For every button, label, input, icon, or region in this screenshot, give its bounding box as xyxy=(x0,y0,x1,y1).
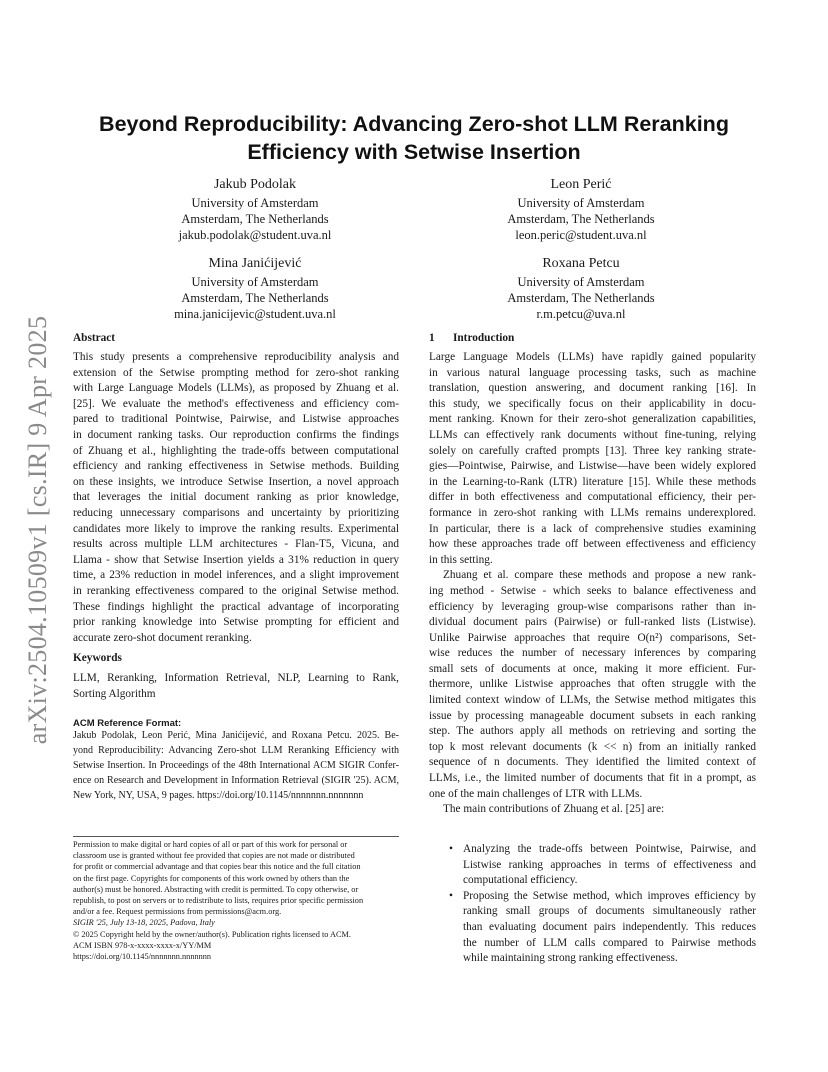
intro-line: LLMs can effectively rank documents without fine-tuning, relying xyxy=(429,428,756,441)
abstract-line: candidates more likely to improve the ranking results. Experimental xyxy=(73,522,399,535)
author-block xyxy=(150,254,360,322)
arxiv-identifier xyxy=(22,302,54,758)
abstract-line: on these insights, we introduce Setwise Insertion, a novel approach xyxy=(73,475,399,488)
section-title: Introduction xyxy=(453,332,515,344)
section-number: 1 xyxy=(429,332,435,344)
section-heading-introduction xyxy=(429,331,756,347)
acm-reference-body xyxy=(73,728,399,803)
intro-line: in the Learning-to-Rank (LTR) literature [15]. While these methods xyxy=(429,475,756,488)
abstract-line: accurate zero-shot document reranking. xyxy=(73,631,252,644)
author-email[interactable]: mina.janicijevic@student.uva.nl xyxy=(174,307,336,321)
abstract-line: in document ranking tasks. Our reproduction confirms the findings xyxy=(73,428,399,441)
abstract-line: reducing unnecessary comparisons and uncertainty by prioritizing xyxy=(73,506,399,519)
bullet-icon: • xyxy=(449,843,453,855)
author-block xyxy=(150,175,360,243)
arxiv-identifier-text: arXiv:2504.10509v1 [cs.IR] 9 Apr 2025 xyxy=(23,315,52,745)
intro-line: sequence of n documents. They identified the limited context of xyxy=(429,756,756,769)
intro-line: differ in both effectiveness and computational efficiency, their per- xyxy=(429,491,756,504)
contribution-line: the number of LLM calls compared to Pairwise methods xyxy=(463,936,756,949)
author-block xyxy=(476,175,686,243)
title-line: Efficiency with Setwise Insertion xyxy=(247,140,581,164)
footnote-line: https://doi.org/10.1145/nnnnnnn.nnnnnnn xyxy=(73,952,212,962)
intro-line: in this setting. xyxy=(429,553,493,566)
footnote-line: and/or a fee. Request permissions from permissions@acm.org. xyxy=(73,907,282,917)
author-affiliation: University of Amsterdam xyxy=(191,275,319,289)
keywords-line: LLM, Reranking, Information Retrieval, NLP, Learning to Rank, xyxy=(73,672,399,684)
permission-footnote xyxy=(73,839,399,962)
author-affiliation: University of Amsterdam xyxy=(517,196,645,210)
intro-line: The main contributions of Zhuang et al. [25] are: xyxy=(443,803,665,816)
title-line: Beyond Reproducibility: Advancing Zero-shot LLM Reranking xyxy=(99,112,729,136)
author-location: Amsterdam, The Netherlands xyxy=(181,291,329,305)
abstract-line: in reranking effectiveness compared to the original Setwise method. xyxy=(73,584,399,597)
abstract-body xyxy=(73,350,399,646)
intro-line: in various natural language processing tasks, such as machine xyxy=(429,366,756,379)
author-email[interactable]: r.m.petcu@uva.nl xyxy=(536,307,626,321)
introduction-body xyxy=(429,350,756,818)
intro-line: wise reduces the number of necessary inferences by comparing xyxy=(429,647,756,660)
intro-line: this study, we specifically focus on their applicability in docu- xyxy=(429,397,756,410)
contribution-line: Listwise ranking approaches in terms of effectiveness and xyxy=(463,858,756,871)
intro-line: Large Language Models (LLMs) have rapidly gained popularity xyxy=(429,351,756,363)
footnote-line: ACM ISBN 978-x-xxxx-xxxx-x/YY/MM xyxy=(73,940,212,950)
footnote-line: Permission to make digital or hard copies of all or part of this work for personal or xyxy=(73,840,348,849)
contribution-line: than evaluating document pairs independently. This reduces xyxy=(463,920,756,933)
intro-paragraph-1 xyxy=(429,350,756,568)
author-location: Amsterdam, The Netherlands xyxy=(181,212,329,226)
author-email[interactable]: jakub.podolak@student.uva.nl xyxy=(178,228,332,242)
footnote-line: SIGIR '25, July 13-18, 2025, Padova, Italy xyxy=(73,918,215,928)
abstract-line: with Large Language Models (LLMs), as proposed by Zhuang et al. xyxy=(73,382,399,395)
intro-line: ment ranking. Known for their zero-shot generalization capabilities, xyxy=(429,413,756,426)
abstract-line: time, a 23% reduction in model inferences, and a slight improvement xyxy=(73,569,399,582)
footnote-line: on the first page. Copyrights for components of this work owned by others than the xyxy=(73,873,350,883)
author-location: Amsterdam, The Netherlands xyxy=(507,291,655,305)
footnote-line: republish, to post on servers or to redistribute to lists, requires prior specific permission xyxy=(73,896,364,906)
intro-line: formance in zero-shot ranking with LLMs remains underexplored. xyxy=(429,506,756,519)
intro-line: step. The authors apply all methods on retrieving and sorting the xyxy=(429,725,756,738)
contribution-item xyxy=(449,889,756,967)
acm-reference-line: yond Reproducibility: Advancing Zero-shot LLM Reranking Efficiency with xyxy=(73,745,399,756)
acm-reference-line: ence on Research and Development in Information Retrieval (SIGIR '25). ACM, xyxy=(73,775,399,786)
contribution-line: while maintaining strong ranking effectiveness. xyxy=(463,952,678,965)
acm-reference-line: New York, NY, USA, 9 pages. https://doi.org/10.1145/nnnnnnn.nnnnnnn xyxy=(73,790,364,801)
abstract-line: These findings highlight the practical advantage of incorporating xyxy=(73,600,399,613)
bullet-icon: • xyxy=(449,889,453,902)
intro-paragraph-2 xyxy=(429,568,756,802)
footnote-divider xyxy=(73,836,399,837)
intro-line: gies—Pointwise, Pairwise, and Listwise—have been widely explored xyxy=(429,460,756,473)
abstract-line: efficiency and ranking effectiveness in Setwise methods. Building xyxy=(73,460,399,473)
abstract-line: This study presents a comprehensive reproducibility analysis and xyxy=(73,351,399,363)
footnote-line: © 2025 Copyright held by the owner/author(s). Publication rights licensed to ACM. xyxy=(73,929,351,939)
intro-line: ing method - Setwise - which seeks to balance effectiveness and xyxy=(429,584,756,597)
author-email[interactable]: leon.peric@student.uva.nl xyxy=(515,228,647,242)
abstract-line: [25]. We evaluate the method's effectiveness and efficiency com- xyxy=(73,397,399,410)
abstract-heading: Abstract xyxy=(73,332,116,344)
abstract-line: prior ranking knowledge into Setwise prompting for efficient and xyxy=(73,616,399,629)
author-block xyxy=(476,254,686,322)
contribution-line: Proposing the Setwise method, which improves efficiency by xyxy=(463,889,756,902)
acm-reference-line: Setwise Insertion. In Proceedings of the 48th International ACM SIGIR Confer- xyxy=(73,760,399,771)
contribution-line: Analyzing the trade-offs between Pointwise, Pairwise, and xyxy=(463,843,756,855)
intro-line: LLMs, i.e., the limited number of documents that fit in a prompt, as xyxy=(429,772,756,785)
intro-line: translation, question answering, and document ranking [16]. In xyxy=(429,382,756,395)
acm-reference-line: Jakub Podolak, Leon Perić, Mina Janićijević, and Roxana Petcu. 2025. Be- xyxy=(73,730,399,741)
footnote-line: classroom use is granted without fee provided that copies are not made or distributed xyxy=(73,851,355,861)
author-affiliation: University of Amsterdam xyxy=(517,275,645,289)
author-name: Roxana Petcu xyxy=(542,256,620,271)
intro-line: one of the main challenges of LTR with LLMs. xyxy=(429,787,643,800)
keywords-line: Sorting Algorithm xyxy=(73,687,156,700)
intro-line: Zhuang et al. compare these methods and propose a new rank- xyxy=(443,569,756,582)
intro-line: Unlike Pairwise approaches that require O(n²) comparisons, Set- xyxy=(429,631,756,644)
author-affiliation: University of Amsterdam xyxy=(191,196,319,210)
author-location: Amsterdam, The Netherlands xyxy=(507,212,655,226)
abstract-line: pared to traditional Pointwise, Pairwise, and Listwise approaches xyxy=(73,413,399,426)
intro-line: issue by processing manageable document subsets in each ranking xyxy=(429,709,756,722)
abstract-line: results across multiple LLM architectures - Flan-T5, Vicuna, and xyxy=(73,538,399,551)
author-name: Mina Janićijević xyxy=(208,256,302,271)
contribution-item xyxy=(449,842,756,889)
abstract-line: that leverages the initial document ranking as prior knowledge, xyxy=(73,491,399,504)
keywords-body xyxy=(73,671,399,702)
paper-title xyxy=(70,110,758,166)
abstract-line: extension of the Setwise prompting method for zero-shot ranking xyxy=(73,366,399,379)
intro-line: thermore, unlike Listwise approaches that often struggle with the xyxy=(429,678,756,691)
author-name: Leon Perić xyxy=(550,177,612,192)
footnote-line: author(s) must be honored. Abstracting with credit is permitted. To copy otherwise, or xyxy=(73,884,359,894)
keywords-heading: Keywords xyxy=(73,652,122,664)
intro-line: top k most relevant documents (k << n) from an initially ranked xyxy=(429,740,756,753)
acm-reference-heading: ACM Reference Format: xyxy=(73,718,182,729)
intro-line: limited context window of LLMs, the Setwise method mitigates this xyxy=(429,694,756,707)
contribution-line: ranking small groups of documents simultaneously rather xyxy=(463,905,756,918)
intro-line: solely on carefully crafted prompts [13]. Three key ranking strate- xyxy=(429,444,756,457)
intro-line: small sets of documents at once, making it more efficient. Fur- xyxy=(429,662,756,675)
footnote-line: for profit or commercial advantage and that copies bear this notice and the full citation xyxy=(73,862,361,872)
intro-line: efficiency by leveraging group-wise comparisons rather than in- xyxy=(429,600,756,613)
contributions-list xyxy=(449,842,756,967)
intro-line: In particular, there is a lack of comprehensive studies examining xyxy=(429,522,756,535)
intro-paragraph-3 xyxy=(429,802,756,818)
contribution-line: computational efficiency. xyxy=(463,874,578,887)
abstract-line: Llama - show that Setwise Insertion yields a 31% reduction in query xyxy=(73,553,399,566)
intro-line: dividual document pairs (Pairwise) or full-ranked lists (Listwise). xyxy=(429,616,756,629)
author-name: Jakub Podolak xyxy=(213,177,297,192)
intro-line: how these approaches trade off between effectiveness and efficiency xyxy=(429,538,756,551)
abstract-line: of Zhuang et al., highlighting the trade-offs between computational xyxy=(73,444,399,457)
